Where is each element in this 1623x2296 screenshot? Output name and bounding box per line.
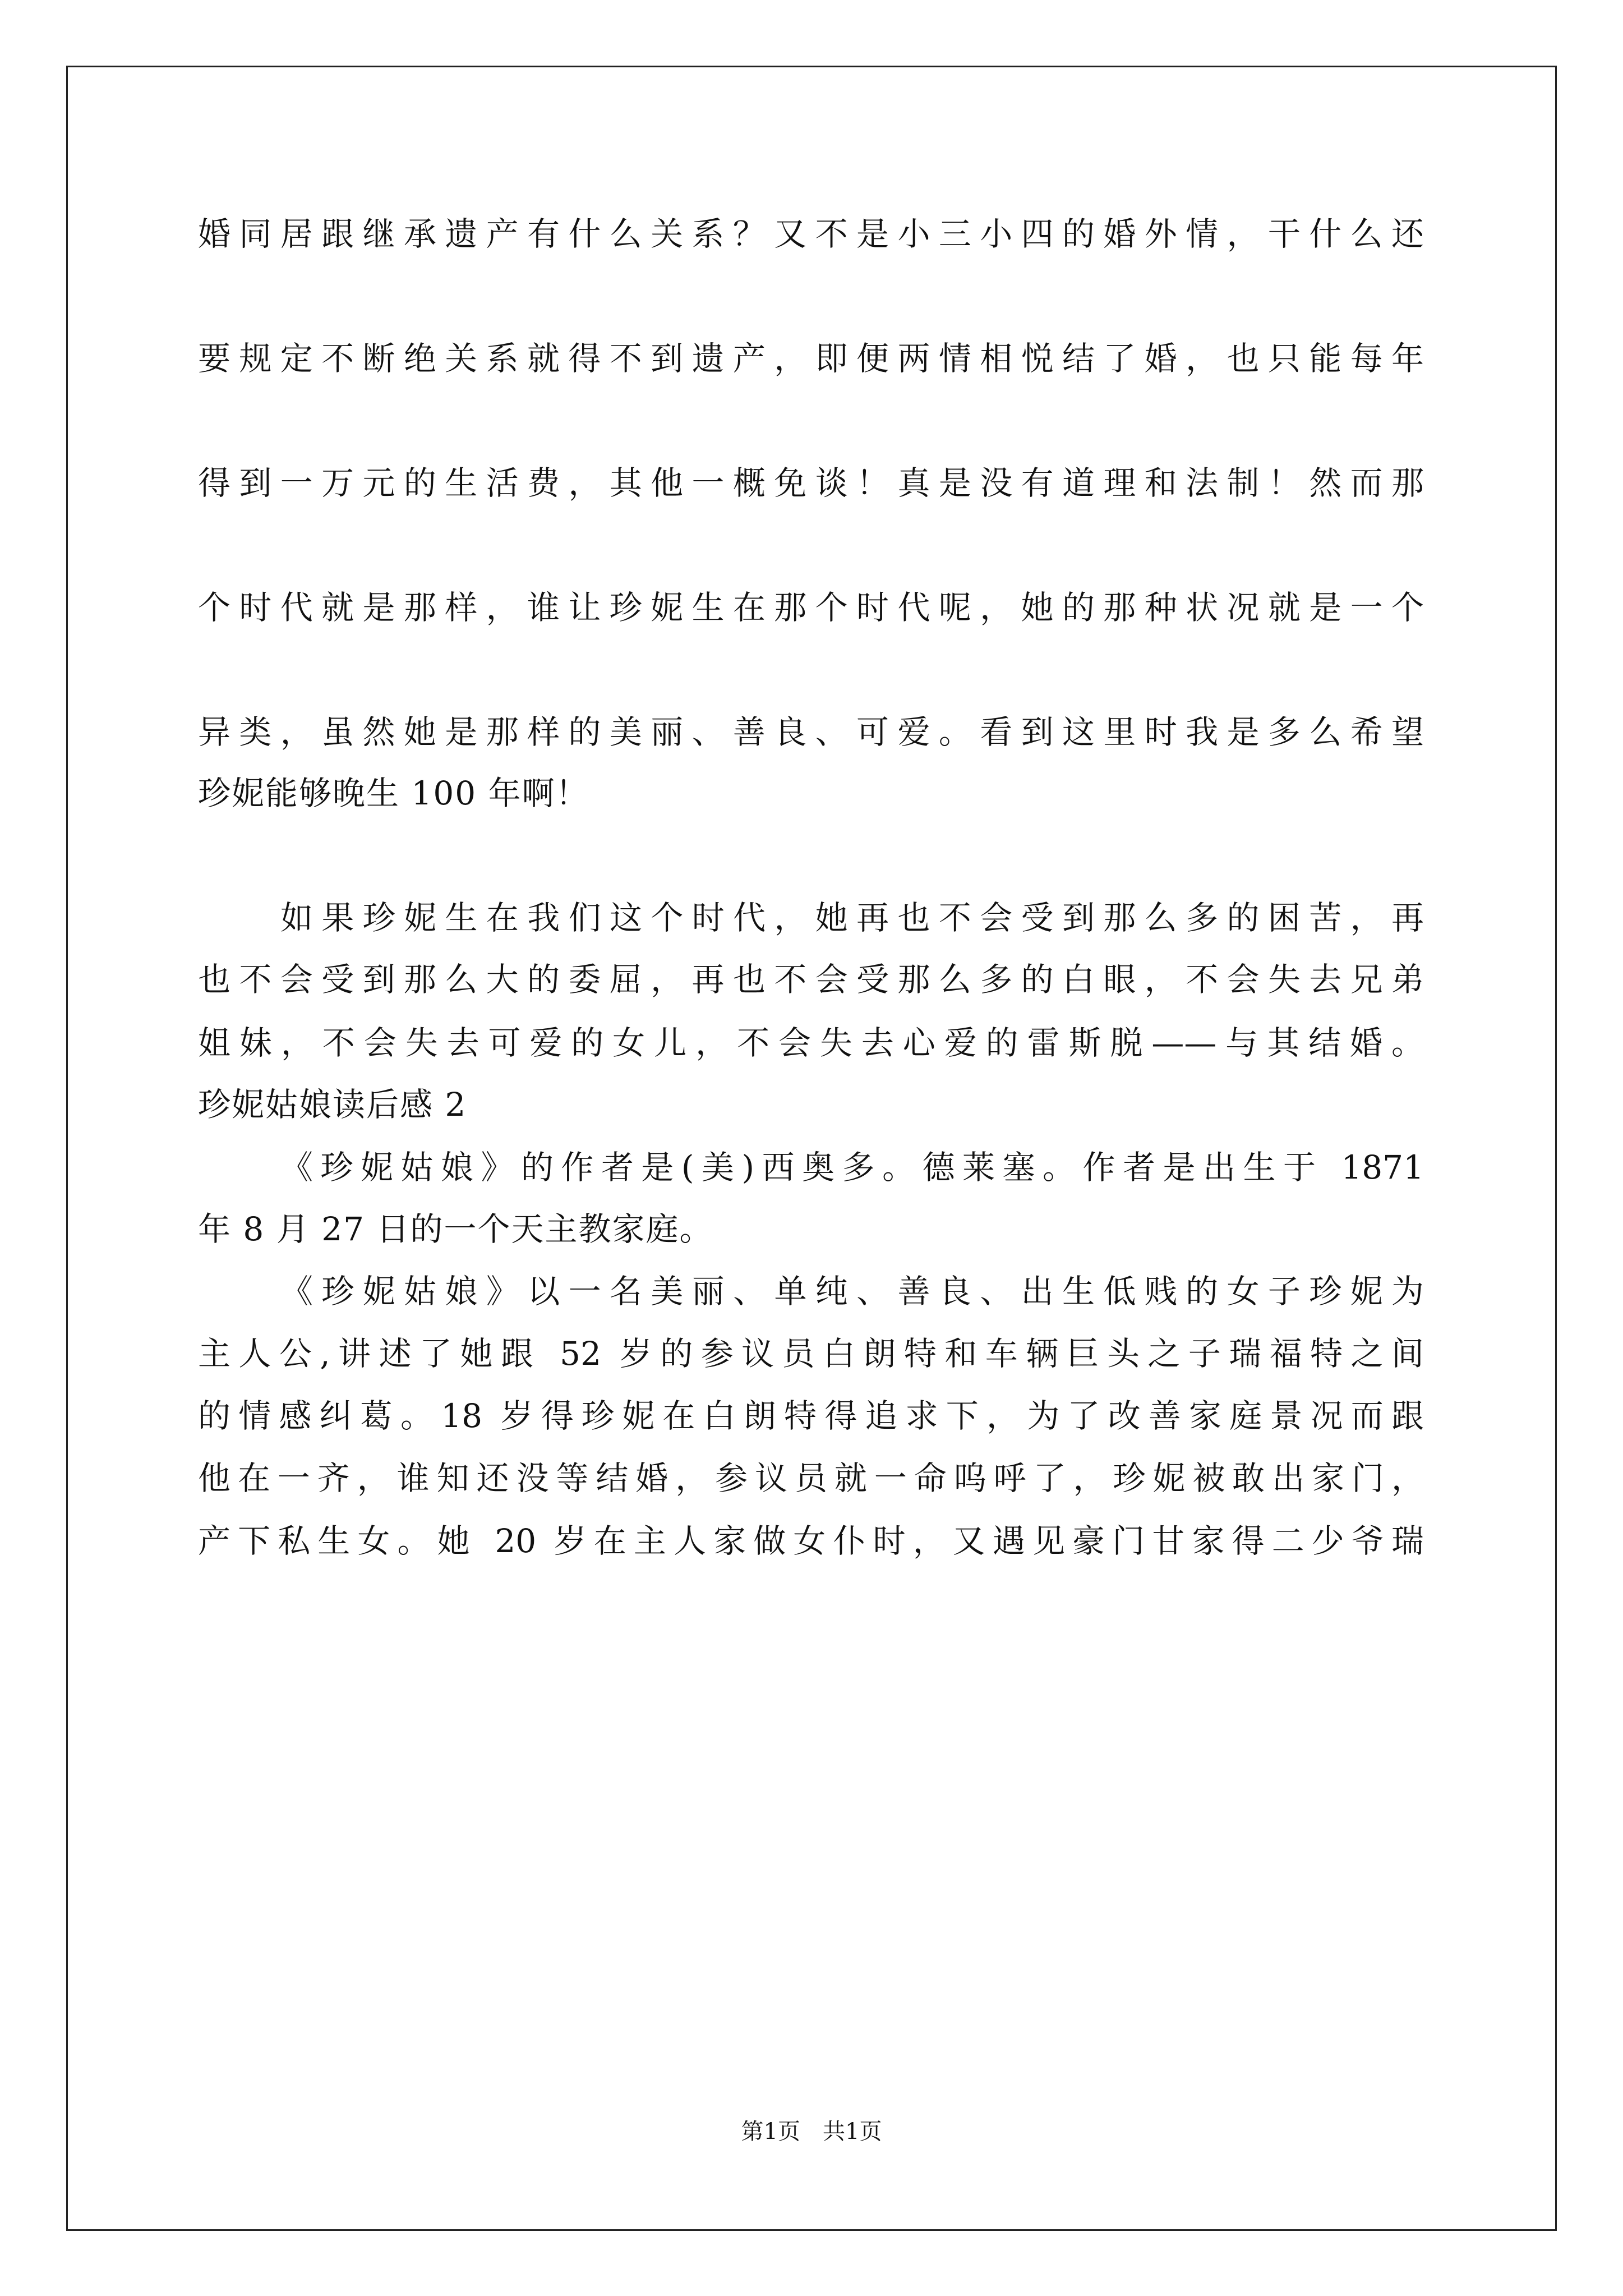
text-line: 年 8 月 27 日的一个天主教家庭。: [198, 1210, 713, 1248]
text-line: 产下私生女。她 20 岁在主人家做女仆时，又遇见豪门甘家得二少爷瑞: [198, 1522, 1424, 1560]
page-number: 第1页 共1页: [741, 2119, 882, 2145]
paragraph-first-line: 《珍妮姑娘》以一名美丽、单纯、善良、出生低贱的女子珍妮为: [280, 1272, 1424, 1310]
section-heading: 珍妮姑娘读后感 2: [198, 1085, 467, 1124]
text-line: 的情感纠葛。18 岁得珍妮在白朗特得追求下，为了改善家庭景况而跟: [198, 1397, 1424, 1435]
text-line: 姐妹，不会失去可爱的女儿，不会失去心爱的雷斯脱——与其结婚。: [198, 1024, 1424, 1062]
text-line: 异类，虽然她是那样的美丽、善良、可爱。看到这里时我是多么希望: [198, 713, 1424, 751]
text-line: 个时代就是那样，谁让珍妮生在那个时代呢，她的那种状况就是一个: [198, 588, 1424, 627]
text-line: 他在一齐，谁知还没等结婚，参议员就一命呜呼了，珍妮被敢出家门，: [198, 1459, 1424, 1497]
paragraph-first-line: 如果珍妮生在我们这个时代，她再也不会受到那么多的困苦，再: [280, 899, 1424, 937]
text-line: 得到一万元的生活费，其他一概免谈！真是没有道理和法制！然而那: [198, 464, 1424, 502]
text-line: 主人公,讲述了她跟 52 岁的参议员白朗特和车辆巨头之子瑞福特之间: [198, 1335, 1424, 1373]
paragraph-first-line: 《珍妮姑娘》的作者是(美)西奥多。德莱塞。作者是出生于 1871: [280, 1148, 1424, 1186]
text-line: 也不会受到那么大的委屈，再也不会受那么多的白眼，不会失去兄弟: [198, 960, 1424, 999]
text-line: 婚同居跟继承遗产有什么关系？又不是小三小四的婚外情，干什么还: [198, 215, 1424, 253]
text-line: 要规定不断绝关系就得不到遗产，即便两情相悦结了婚，也只能每年: [198, 339, 1424, 378]
text-line: 珍妮能够晚生 100 年啊！: [198, 774, 589, 812]
